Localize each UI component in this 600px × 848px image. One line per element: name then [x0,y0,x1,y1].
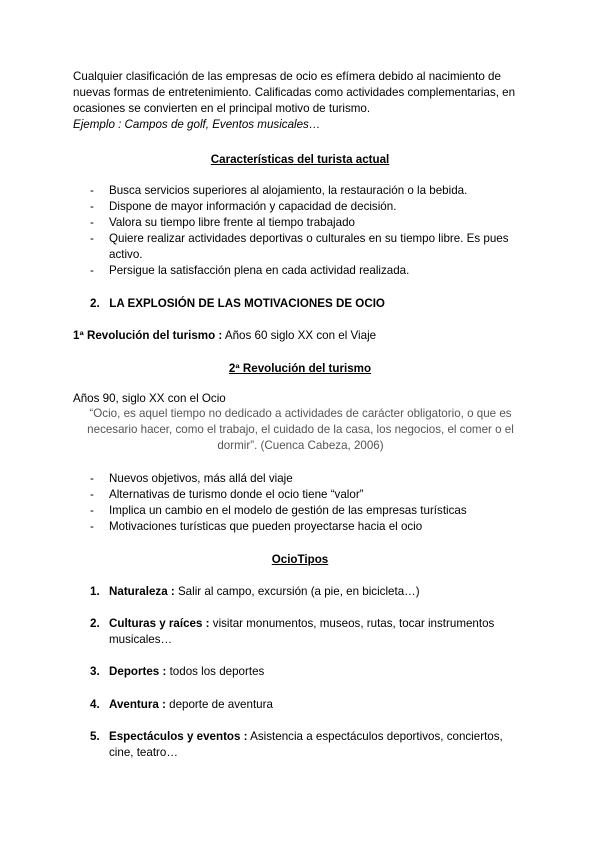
ociotipo-number: 4. [90,698,100,711]
revolution-2-list [90,471,530,535]
ociotipo-name: Naturaleza : [109,585,175,598]
list-item: - Busca servicios superiores al alojamiento, la restauración o la bebida. [90,183,530,199]
ociotipo-number: 1. [90,585,100,598]
revolution-1 [73,328,533,344]
intro-text: Cualquier clasificación de las empresas de ocio es efímera debido al nacimiento de nuevas formas de entretenimiento. Calificadas como actividades complementarias, en ocasiones se convierten en el principal motivo de turismo. [73,70,516,115]
section-2-title: LA EXPLOSIÓN DE LAS MOTIVACIONES DE OCIO [109,297,385,310]
ociotipo-number: 5. [90,730,100,743]
revolution-1-text: Años 60 siglo XX con el Viaje [224,329,377,342]
section-2-number: 2. [90,297,100,310]
tourist-list [90,183,530,279]
ociotipo-item-aventura [90,697,530,713]
ociotipo-name: Deportes : [109,665,167,678]
ociotipo-item-deportes [90,664,530,680]
ociotipo-number: 2. [90,617,100,630]
list-item: - Dispone de mayor información y capacidad de decisión. [90,199,530,215]
tourist-heading: Características del turista actual [210,153,390,166]
list-item: - Valora su tiempo libre frente al tiempo trabajado [90,215,530,231]
intro-paragraph [73,69,533,133]
ociotipo-text: Salir al campo, excursión (a pie, en bicicleta…) [177,585,420,598]
ociotipo-name: Espectáculos y eventos : [109,730,248,743]
ociotipo-number: 3. [90,665,100,678]
ociotipos-heading: OcioTipos [271,553,329,566]
ociotipo-item-naturaleza [90,584,530,600]
list-item: - Nuevos objetivos, más allá del viaje [90,471,530,487]
ociotipo-text: todos los deportes [169,665,265,678]
list-item: - Quiere realizar actividades deportivas o culturales en su tiempo libre. Es pues activo. [90,231,530,263]
revolution-2-line: Años 90, siglo XX con el Ocio [73,392,226,405]
section-2-heading [90,296,530,312]
revolution-1-label: 1ª Revolución del turismo : [73,329,223,342]
list-item: - Persigue la satisfacción plena en cada actividad realizada. [90,263,530,279]
leisure-quote: “Ocio, es aquel tiempo no dedicado a actividades de carácter obligatorio, o que es necesario hacer, como el trabajo, el cuidado de la casa, los negocios, el comer o el dormir”. (Cuenca Cabeza, 2006) [87,407,514,452]
list-item: - Implica un cambio en el modelo de gestión de las empresas turísticas [90,503,530,519]
ociotipo-item-espectaculos [90,729,530,761]
intro-example: Ejemplo : Campos de golf, Eventos musicales… [73,118,321,131]
ociotipo-name: Aventura : [109,698,166,711]
list-item: - Alternativas de turismo donde el ocio tiene “valor” [90,487,530,503]
ociotipo-name: Culturas y raíces : [109,617,210,630]
ociotipo-text: Asistencia a espectáculos deportivos, conciertos, cine, teatro… [109,730,503,759]
list-item: - Motivaciones turísticas que pueden proyectarse hacia el ocio [90,519,530,535]
ociotipo-text: visitar monumentos, museos, rutas, tocar instrumentos musicales… [109,617,495,646]
revolution-2-heading: 2ª Revolución del turismo [228,362,372,375]
ociotipo-item-culturas [90,616,530,648]
ociotipo-text: deporte de aventura [169,698,273,711]
